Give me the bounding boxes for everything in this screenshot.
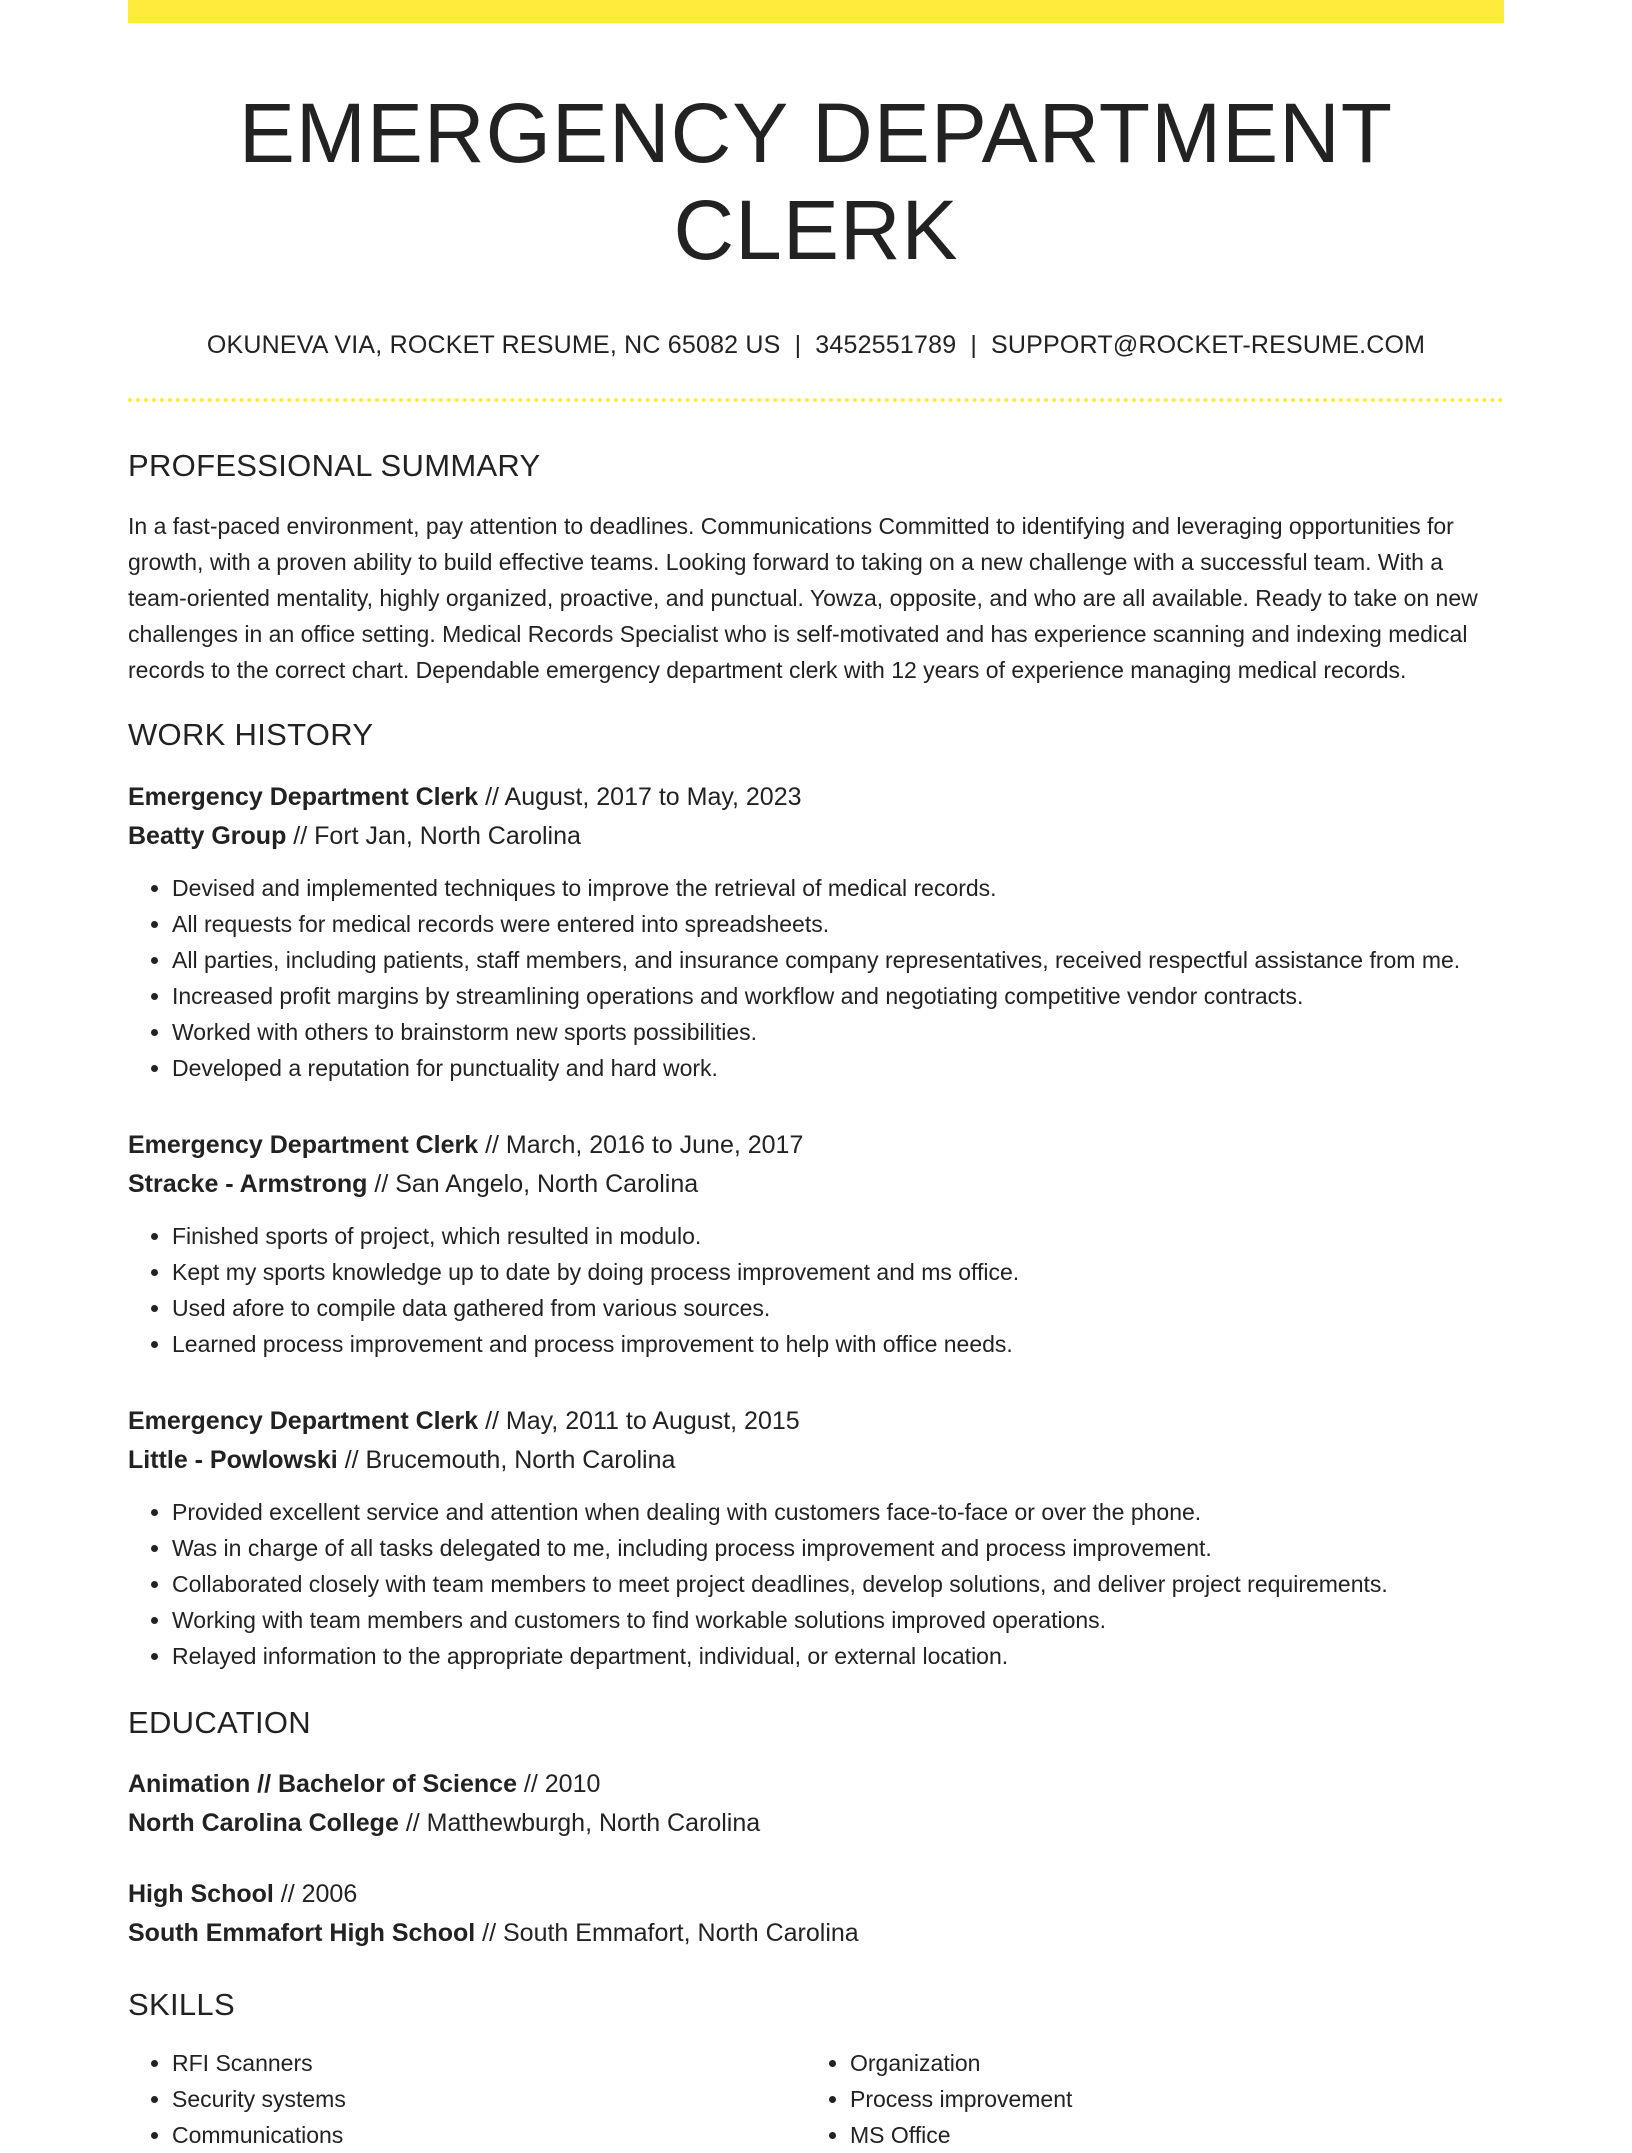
school-name: North Carolina College [128, 1808, 399, 1837]
skill-item: • MS Office [850, 2117, 1484, 2153]
resume-title: EMERGENCY DEPARTMENT CLERK [238, 86, 1394, 277]
job-title-line [128, 1402, 1504, 1441]
job-entry [128, 1126, 1504, 1362]
list-item: • Was in charge of all tasks delegated to me, including process improvement and process improvement. [172, 1530, 1504, 1566]
contact-separator: | [970, 331, 978, 360]
job-company-line [128, 1165, 1504, 1204]
degree-line [128, 1875, 1504, 1914]
education-entry [128, 1875, 1504, 1953]
skills-list-right [806, 2045, 1484, 2153]
job-company: Beatty Group [128, 821, 287, 850]
skill-item: • Process improvement [850, 2081, 1484, 2117]
resume-page [128, 0, 1504, 2153]
skill-item: • Communications [172, 2117, 806, 2153]
school-location: // Matthewburgh, North Carolina [398, 1808, 761, 1837]
job-dates: // March, 2016 to June, 2017 [478, 1130, 804, 1159]
email: SUPPORT@ROCKET-RESUME.COM [991, 331, 1426, 360]
list-item: • Worked with others to brainstorm new sports possibilities. [172, 1014, 1504, 1050]
list-item: • Devised and implemented techniques to improve the retrieval of medical records. [172, 870, 1504, 906]
header-divider [128, 398, 1504, 402]
section-title-work-history: WORK HISTORY [128, 717, 374, 753]
list-item: • Relayed information to the appropriate department, individual, or external location. [172, 1638, 1504, 1674]
graduation-year: // 2010 [516, 1769, 601, 1798]
list-item: • Kept my sports knowledge up to date by doing process improvement and ms office. [172, 1254, 1504, 1290]
job-title-line [128, 1126, 1504, 1165]
job-bullet-list [128, 1494, 1504, 1674]
list-item: • Developed a reputation for punctuality and hard work. [172, 1050, 1504, 1086]
degree: Animation // Bachelor of Science [128, 1769, 517, 1798]
list-item: • Used afore to compile data gathered from various sources. [172, 1290, 1504, 1326]
job-company-line [128, 817, 1504, 856]
skills-grid [128, 2045, 1504, 2153]
summary-text: In a fast-paced environment, pay attention to deadlines. Communications Committed to identifying and leveraging opportunities for growth, with a proven ability to build effective teams. Looking forward to taking on a new challenge with a successful team. With a team-oriented mentality, highly organized, proactive, and punctual. Yowza, opposite, and who are all available. Ready to take on new challenges in an office setting. Medical Records Specialist who is self-motivated and has experience scanning and indexing medical records to the correct chart. Dependable emergency department clerk with 12 years of experience managing medical records. [128, 513, 1478, 684]
job-company: Stracke - Armstrong [128, 1169, 368, 1198]
job-title-line [128, 778, 1504, 817]
job-location: // Brucemouth, North Carolina [337, 1445, 676, 1474]
list-item: • Learned process improvement and process improvement to help with office needs. [172, 1326, 1504, 1362]
section-title-education: EDUCATION [128, 1704, 311, 1740]
list-item: • Working with team members and customers to find workable solutions improved operations. [172, 1602, 1504, 1638]
skill-item: • Organization [850, 2045, 1484, 2081]
job-company: Little - Powlowski [128, 1445, 338, 1474]
graduation-year: // 2006 [273, 1879, 358, 1908]
list-item: • All requests for medical records were entered into spreadsheets. [172, 906, 1504, 942]
address: OKUNEVA VIA, ROCKET RESUME, NC 65082 US [206, 331, 781, 360]
contact-line [128, 330, 1504, 360]
job-bullet-list [128, 1218, 1504, 1362]
school-name: South Emmafort High School [128, 1918, 476, 1947]
accent-bar [128, 0, 1504, 23]
list-item: • Increased profit margins by streamlining operations and workflow and negotiating competitive vendor contracts. [172, 978, 1504, 1014]
school-line [128, 1914, 1504, 1953]
list-item: • All parties, including patients, staff members, and insurance company representatives, received respectful assistance from me. [172, 942, 1504, 978]
list-item: • Provided excellent service and attention when dealing with customers face-to-face or over the phone. [172, 1494, 1504, 1530]
job-entry [128, 778, 1504, 1086]
school-line [128, 1804, 1504, 1843]
skill-item: • RFI Scanners [172, 2045, 806, 2081]
skills-list-left [128, 2045, 806, 2153]
job-dates: // May, 2011 to August, 2015 [478, 1406, 800, 1435]
job-location: // Fort Jan, North Carolina [286, 821, 581, 850]
list-item: • Finished sports of project, which resulted in modulo. [172, 1218, 1504, 1254]
degree-line [128, 1765, 1504, 1804]
job-role: Emergency Department Clerk [128, 782, 479, 811]
section-title-summary: PROFESSIONAL SUMMARY [128, 448, 541, 484]
school-location: // South Emmafort, North Carolina [475, 1918, 859, 1947]
skill-item: • Security systems [172, 2081, 806, 2117]
list-item: • Collaborated closely with team members to meet project deadlines, develop solutions, and deliver project requirements. [172, 1566, 1504, 1602]
job-entry [128, 1402, 1504, 1674]
contact-separator: | [794, 331, 802, 360]
job-role: Emergency Department Clerk [128, 1130, 479, 1159]
section-title-skills: SKILLS [128, 1986, 235, 2022]
degree: High School [128, 1879, 274, 1908]
job-dates: // August, 2017 to May, 2023 [478, 782, 802, 811]
job-role: Emergency Department Clerk [128, 1406, 479, 1435]
education-entry [128, 1765, 1504, 1843]
phone: 3452551789 [815, 331, 957, 360]
job-company-line [128, 1441, 1504, 1480]
job-location: // San Angelo, North Carolina [367, 1169, 699, 1198]
job-bullet-list [128, 870, 1504, 1086]
